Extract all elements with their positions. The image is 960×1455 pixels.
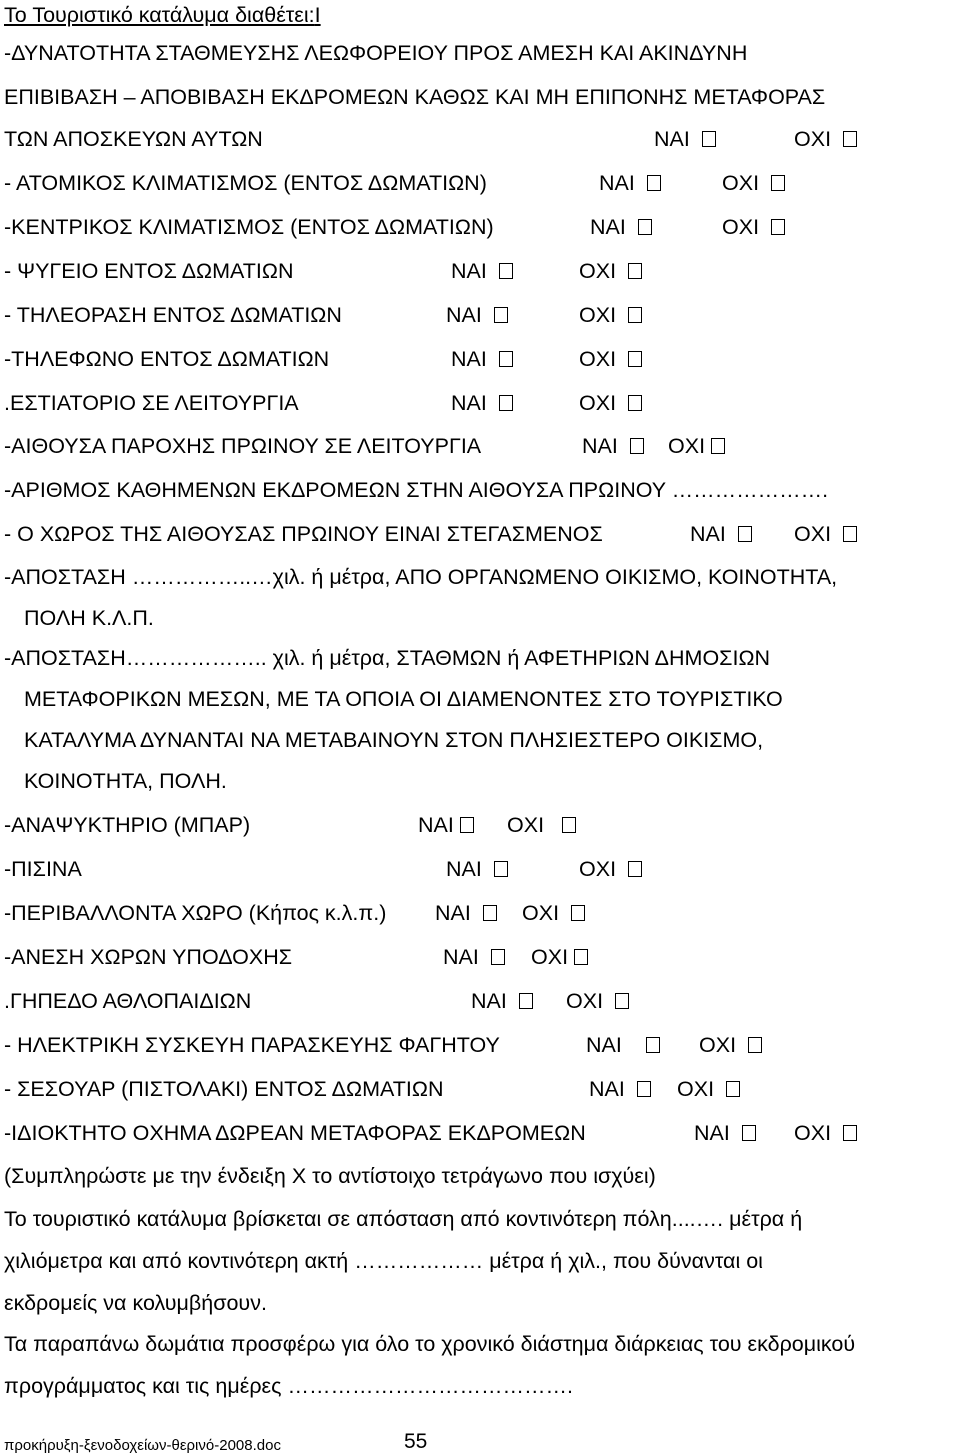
checkbox-icon[interactable]	[843, 1125, 857, 1141]
option-yes-individual-ac[interactable]: ΝΑΙ	[599, 170, 661, 196]
option-yes-central-ac[interactable]: ΝΑΙ	[590, 214, 652, 240]
distance-beach-text: χιλιόμετρα και από κοντινότερη ακτή ……………… μέτρα ή χιλ., που δύνανται οι	[4, 1249, 763, 1273]
checkbox-icon[interactable]	[615, 993, 629, 1009]
text-cursor: I	[314, 3, 321, 27]
item-hairdryer: - ΣΕΣΟΥΑΡ (ΠΙΣΤΟΛΑΚΙ) ΕΝΤΟΣ ΔΩΜΑΤΙΩΝ	[4, 1077, 444, 1101]
option-no-free-transport[interactable]: ΟΧΙ	[794, 1120, 857, 1146]
checkbox-icon[interactable]	[628, 263, 642, 279]
item-cooking-appliance: - ΗΛΕΚΤΡΙΚΗ ΣΥΣΚΕΥΗ ΠΑΡΑΣΚΕΥΗΣ ΦΑΓΗΤΟΥ	[4, 1033, 500, 1057]
checkbox-icon[interactable]	[628, 307, 642, 323]
checkbox-icon[interactable]	[843, 526, 857, 542]
checkbox-icon[interactable]	[646, 1037, 660, 1053]
item-bus-parking-cont2: ΤΩΝ ΑΠΟΣΚΕΥΩΝ ΑΥΤΩΝ	[4, 127, 263, 151]
checkbox-icon[interactable]	[628, 861, 642, 877]
item-distance-transport-cont2: ΚΑΤΑΛΥΜΑ ΔΥΝΑΝΤΑΙ ΝΑ ΜΕΤΑΒΑΙΝΟΥΝ ΣΤΟΝ ΠΛΗΣΙΕΣΤΕΡΟ ΟΙΚΙΣΜΟ,	[24, 728, 764, 752]
checkbox-icon[interactable]	[628, 351, 642, 367]
option-yes-pool[interactable]: ΝΑΙ	[446, 856, 508, 882]
item-individual-ac: - ΑΤΟΜΙΚΟΣ ΚΛΙΜΑΤΙΣΜΟΣ (ΕΝΤΟΣ ΔΩΜΑΤΙΩΝ)	[4, 171, 487, 195]
page-number: 55	[404, 1430, 428, 1453]
item-distance-settlement-cont: ΠΟΛΗ Κ.Λ.Π.	[24, 606, 154, 630]
footer-filename: προκήρυξη-ξενοδοχείων-θερινό-2008.doc	[4, 1437, 281, 1454]
checkbox-icon[interactable]	[771, 219, 785, 235]
option-yes-snack-bar[interactable]: ΝΑΙ	[418, 812, 474, 838]
item-kids-playground: .ΓΗΠΕΔΟ ΑΘΛΟΠΑΙΔΙΩΝ	[4, 989, 252, 1013]
item-phone: -ΤΗΛΕΦΩΝΟ ΕΝΤΟΣ ΔΩΜΑΤΙΩΝ	[4, 347, 330, 371]
distance-city-text: Το τουριστικό κατάλυμα βρίσκεται σε απόσταση από κοντινότερη πόλη....…. μέτρα ή	[4, 1207, 803, 1231]
option-no-fridge[interactable]: ΟΧΙ	[579, 258, 642, 284]
checkbox-icon[interactable]	[628, 395, 642, 411]
option-yes-kids-playground[interactable]: ΝΑΙ	[471, 988, 533, 1014]
option-no-reception-space[interactable]: ΟΧΙ	[531, 944, 588, 970]
distance-beach-text-cont: εκδρομείς να κολυμβήσουν.	[4, 1291, 267, 1315]
option-no-central-ac[interactable]: ΟΧΙ	[722, 214, 785, 240]
item-breakfast-covered: - Ο ΧΩΡΟΣ ΤΗΣ ΑΙΘΟΥΣΑΣ ΠΡΩΙΝΟΥ ΕΙΝΑΙ ΣΤΕΓΑΣΜΕΝΟΣ	[4, 522, 603, 546]
option-yes-phone[interactable]: ΝΑΙ	[451, 346, 513, 372]
option-no-individual-ac[interactable]: ΟΧΙ	[722, 170, 785, 196]
option-no-phone[interactable]: ΟΧΙ	[579, 346, 642, 372]
option-no-tv[interactable]: ΟΧΙ	[579, 302, 642, 328]
option-yes-hairdryer[interactable]: ΝΑΙ	[589, 1076, 651, 1102]
item-central-ac: -ΚΕΝΤΡΙΚΟΣ ΚΛΙΜΑΤΙΣΜΟΣ (ΕΝΤΟΣ ΔΩΜΑΤΙΩΝ)	[4, 215, 494, 239]
checkbox-icon[interactable]	[491, 949, 505, 965]
option-yes-breakfast-covered[interactable]: ΝΑΙ	[690, 521, 752, 547]
checkbox-icon[interactable]	[711, 438, 725, 454]
checkbox-icon[interactable]	[574, 949, 588, 965]
instruction-note: (Συμπληρώστε με την ένδειξη Χ το αντίστοιχο τετράγωνο που ισχύει)	[4, 1164, 656, 1188]
option-no-pool[interactable]: ΟΧΙ	[579, 856, 642, 882]
offer-period-text: Τα παραπάνω δωμάτια προσφέρω για όλο το χρονικό διάστημα διάρκειας του εκδρομικού	[4, 1332, 856, 1356]
checkbox-icon[interactable]	[638, 219, 652, 235]
item-snack-bar: -ΑΝΑΨΥΚΤΗΡΙΟ (ΜΠΑΡ)	[4, 813, 251, 837]
item-reception-space: -ΑΝΕΣΗ ΧΩΡΩΝ ΥΠΟΔΟΧΗΣ	[4, 945, 293, 969]
checkbox-icon[interactable]	[460, 817, 474, 833]
checkbox-icon[interactable]	[726, 1081, 740, 1097]
item-breakfast-seats: -ΑΡΙΘΜΟΣ ΚΑΘΗΜΕΝΩΝ ΕΚΔΡΟΜΕΩΝ ΣΤΗΝ ΑΙΘΟΥΣΑ ΠΡΩΙΝΟΥ ………………….	[4, 478, 829, 502]
option-yes-surrounding-area[interactable]: ΝΑΙ	[435, 900, 497, 926]
item-tv: - ΤΗΛΕΟΡΑΣΗ ΕΝΤΟΣ ΔΩΜΑΤΙΩΝ	[4, 303, 342, 327]
option-yes-free-transport[interactable]: ΝΑΙ	[694, 1120, 756, 1146]
checkbox-icon[interactable]	[742, 1125, 756, 1141]
option-yes-bus-parking[interactable]: ΝΑΙ	[654, 126, 716, 152]
item-pool: -ΠΙΣΙΝΑ	[4, 857, 82, 881]
option-no-surrounding-area[interactable]: ΟΧΙ	[522, 900, 585, 926]
checkbox-icon[interactable]	[738, 526, 752, 542]
item-distance-transport-cont: ΜΕΤΑΦΟΡΙΚΩΝ ΜΕΣΩΝ, ΜΕ ΤΑ ΟΠΟΙΑ ΟΙ ΔΙΑΜΕΝΟΝΤΕΣ ΣΤΟ ΤΟΥΡΙΣΤΙΚΟ	[24, 687, 783, 711]
option-yes-fridge[interactable]: ΝΑΙ	[451, 258, 513, 284]
page-heading: Το Τουριστικό κατάλυμα διαθέτει:I	[4, 3, 321, 27]
checkbox-icon[interactable]	[483, 905, 497, 921]
option-no-breakfast-covered[interactable]: ΟΧΙ	[794, 521, 857, 547]
checkbox-icon[interactable]	[637, 1081, 651, 1097]
offer-period-text-cont: προγράμματος και τις ημέρες ………………………………….	[4, 1374, 573, 1398]
checkbox-icon[interactable]	[494, 861, 508, 877]
checkbox-icon[interactable]	[702, 131, 716, 147]
item-distance-transport-cont3: ΚΟΙΝΟΤΗΤΑ, ΠΟΛΗ.	[24, 769, 227, 793]
checkbox-icon[interactable]	[562, 817, 576, 833]
checkbox-icon[interactable]	[499, 351, 513, 367]
checkbox-icon[interactable]	[748, 1037, 762, 1053]
option-no-restaurant[interactable]: ΟΧΙ	[579, 390, 642, 416]
option-no-bus-parking[interactable]: ΟΧΙ	[794, 126, 857, 152]
checkbox-icon[interactable]	[630, 438, 644, 454]
item-fridge: - ΨΥΓΕΙΟ ΕΝΤΟΣ ΔΩΜΑΤΙΩΝ	[4, 259, 294, 283]
checkbox-icon[interactable]	[519, 993, 533, 1009]
option-yes-restaurant[interactable]: ΝΑΙ	[451, 390, 513, 416]
option-yes-cooking-appliance[interactable]: ΝΑΙ	[586, 1032, 660, 1058]
checkbox-icon[interactable]	[494, 307, 508, 323]
checkbox-icon[interactable]	[647, 175, 661, 191]
option-no-snack-bar[interactable]: ΟΧΙ	[507, 812, 576, 838]
option-no-kids-playground[interactable]: ΟΧΙ	[566, 988, 629, 1014]
checkbox-icon[interactable]	[843, 131, 857, 147]
option-yes-reception-space[interactable]: ΝΑΙ	[443, 944, 505, 970]
item-distance-settlement: -ΑΠΟΣΤΑΣΗ ……………..…χιλ. ή μέτρα, ΑΠΟ ΟΡΓΑΝΩΜΕΝΟ ΟΙΚΙΣΜΟ, ΚΟΙΝΟΤΗΤΑ,	[4, 565, 838, 589]
option-yes-breakfast-room[interactable]: ΝΑΙ	[582, 433, 644, 459]
item-restaurant: .ΕΣΤΙΑΤΟΡΙΟ ΣΕ ΛΕΙΤΟΥΡΓΙΑ	[4, 391, 299, 415]
checkbox-icon[interactable]	[499, 395, 513, 411]
item-bus-parking-cont: ΕΠΙΒΙΒΑΣΗ – ΑΠΟΒΙΒΑΣΗ ΕΚΔΡΟΜΕΩΝ ΚΑΘΩΣ ΚΑΙ ΜΗ ΕΠΙΠΟΝΗΣ ΜΕΤΑΦΟΡΑΣ	[4, 85, 826, 109]
option-no-cooking-appliance[interactable]: ΟΧΙ	[699, 1032, 762, 1058]
item-bus-parking: -ΔΥΝΑΤΟΤΗΤΑ ΣΤΑΘΜΕΥΣΗΣ ΛΕΩΦΟΡΕΙΟΥ ΠΡΟΣ ΑΜΕΣΗ ΚΑΙ ΑΚΙΝΔΥΝΗ	[4, 41, 748, 65]
checkbox-icon[interactable]	[571, 905, 585, 921]
option-yes-tv[interactable]: ΝΑΙ	[446, 302, 508, 328]
checkbox-icon[interactable]	[499, 263, 513, 279]
item-distance-transport: -ΑΠΟΣΤΑΣΗ……………….. χιλ. ή μέτρα, ΣΤΑΘΜΩΝ ή ΑΦΕΤΗΡΙΩΝ ΔΗΜΟΣΙΩΝ	[4, 646, 771, 670]
item-free-transport: -ΙΔΙΟΚΤΗΤΟ ΟΧΗΜΑ ΔΩΡΕΑΝ ΜΕΤΑΦΟΡΑΣ ΕΚΔΡΟΜΕΩΝ	[4, 1121, 586, 1145]
checkbox-icon[interactable]	[771, 175, 785, 191]
option-no-hairdryer[interactable]: ΟΧΙ	[677, 1076, 740, 1102]
option-no-breakfast-room[interactable]: ΟΧΙ	[668, 433, 725, 459]
item-surrounding-area: -ΠΕΡΙΒΑΛΛΟΝΤΑ ΧΩΡΟ (Κήπος κ.λ.π.)	[4, 901, 387, 925]
item-breakfast-room: -ΑΙΘΟΥΣΑ ΠΑΡΟΧΗΣ ΠΡΩΙΝΟΥ ΣΕ ΛΕΙΤΟΥΡΓΙΑ	[4, 434, 482, 458]
